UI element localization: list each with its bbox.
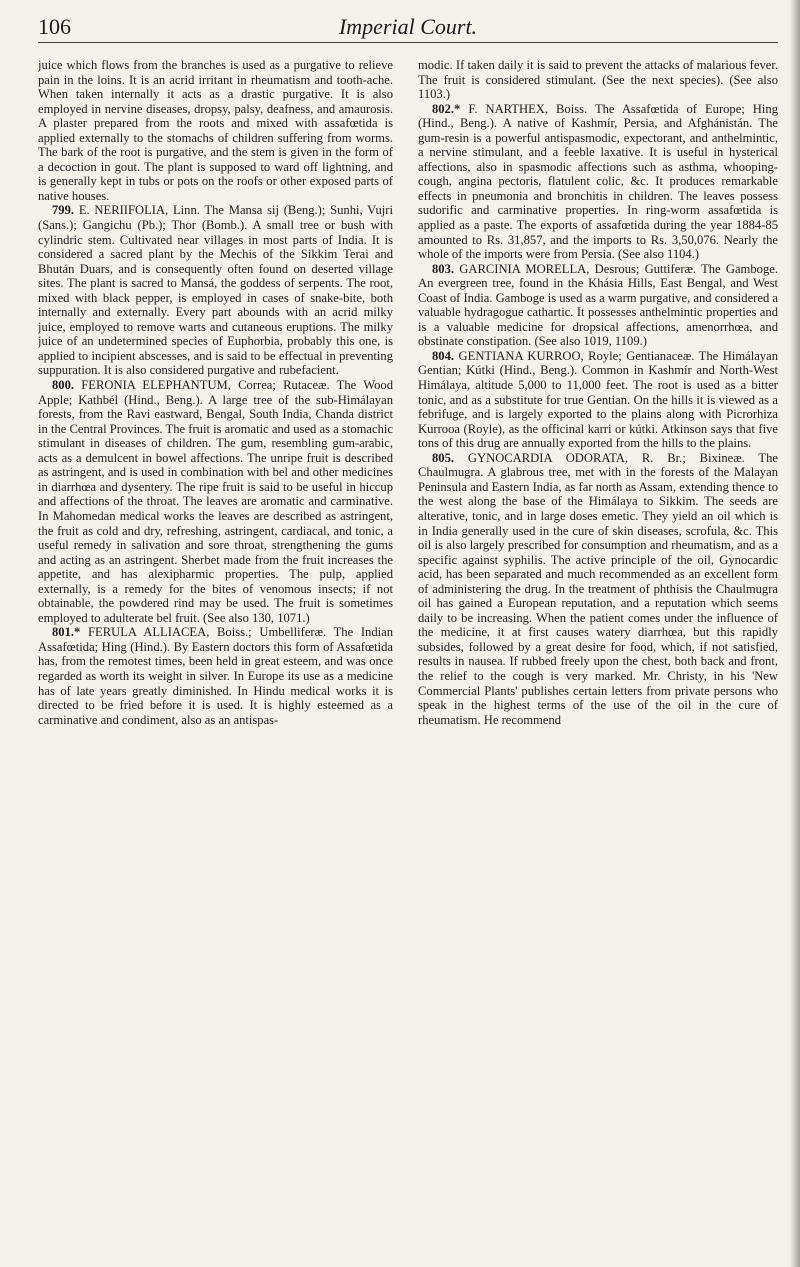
entry-text: FERULA ALLIACEA, Boiss.; Umbelliferæ. The Indian Assafœtida; Hing (Hind.). By Eastern doctors this form of Assafœtida has, from the remotest times, been held in great esteem, and was once regarded as worth its weight in silver. In Europe its use as a medicine has of late years greatly diminished. In Hindu medical works it is directed to be fried before it is used. It is highly esteemed as a carminative and condiment, also as an antispas- bbox=[38, 625, 393, 727]
entry-801 bbox=[38, 625, 393, 727]
entry-text: E. NERIIFOLIA, Linn. The Mansa sij (Beng.); Sunhi, Vujri (Sans.); Gangichu (Pb.); Thor (Bomb.). A small tree or bush with cylindric stem. Cultivated near villages in most parts of India. It is considered a sacred plant by the Mechis of the Sikkim Terai and Bhután Duars, and is consequently often found on deserted village sites. The plant is sacred to Mansá, the goddess of serpents. The root, mixed with black pepper, is employed in cases of snake-bite, both internally and externally. Every part abounds with an acrid milky juice, employed to remove warts and cutaneous eruptions. The milky juice of an undetermined species of Euphorbia, probably this one, is applied to incipient abscesses, and is said to be effectual in preventing suppuration. It is also considered purgative and rubefacient. bbox=[38, 203, 393, 378]
entry-number: 799. bbox=[52, 203, 75, 218]
entry-799 bbox=[38, 203, 393, 378]
entry-text: GYNOCARDIA ODORATA, R. Br.; Bixineæ. The Chaulmugra. A glabrous tree, met with in the forests of the Malayan Peninsula and Eastern India, as far north as Assam, extending thence to the west along the base of the Himálaya to Sikkim. The seeds are alterative, tonic, and in large doses emetic. They yield an oil which is in India generally used in the cure of skin diseases, scrofula, &c. This oil is also largely prescribed for consumption and rheumatism, and as a specific against syphilis. The active principle of the oil, Gynocardic acid, has been separated and much recommended as an excellent form of administering the drug. In the treatment of phthisis the Chaulmugra oil has gained a European reputation, and a reputation which seems daily to be increasing. When the patient comes under the influence of the medicine, it at first causes watery diarrhœa, but this rapidly subsides, followed by a great desire for food, which, if not satisfied, results in nausea. If rubbed freely upon the chest, both back and front, the relief to the cough is very marked. Mr. Christy, in his 'New Commercial Plants' publishes certain letters from private persons who speak in the highest terms of the use of the oil in the cure of rheumatism. He recommend bbox=[418, 450, 778, 727]
entry-802 bbox=[418, 102, 778, 262]
header-rule bbox=[38, 42, 778, 43]
entry-805 bbox=[418, 451, 778, 727]
paragraph-continuation: modic. If taken daily it is said to prevent the attacks of malarious fever. The fruit is considered stimulant. (See the next species). (See also 1103.) bbox=[418, 58, 778, 102]
entry-800 bbox=[38, 378, 393, 625]
entry-number: 800. bbox=[52, 378, 75, 393]
running-title: Imperial Court. bbox=[338, 14, 478, 39]
entry-804 bbox=[418, 349, 778, 451]
entry-number: 805. bbox=[432, 450, 455, 465]
entry-number: 801.* bbox=[52, 625, 81, 640]
entry-803 bbox=[418, 262, 778, 349]
left-column bbox=[38, 58, 393, 1253]
page-number: 106 bbox=[38, 14, 71, 39]
entry-text: GENTIANA KURROO, Royle; Gentianaceæ. The Himálayan Gentian; Kútki (Hind., Beng.). Common in Kashmír and North-West Himálaya, altitude 5,000 to 11,000 feet. The root is used as a bitter tonic, and as a substitute for true Gentian. On the hills it is viewed as a febrifuge, and is largely exported to the plains along with Picrorhiza Kurrooa (Royle), as the officinal karri or kútki. Atkinson says that five tons of this drug are annually exported from the hills to the plains. bbox=[418, 348, 778, 451]
paragraph-continuation: juice which flows from the branches is used as a purgative to relieve pain in the loins. It is an acrid irritant in rheumatism and tooth-ache. When taken internally it acts as a drastic purgative. It is also employed in nervine diseases, dropsy, palsy, deafness, and amaurosis. A plaster prepared from the roots and mixed with assafœtida is applied externally to the stomachs of children suffering from worms. The bark of the root is purgative, and the stem is given in the form of a decoction in gout. The plant is supposed to ward off lightning, and is generally kept in tubs or pots on the roofs or other exposed parts of native houses. bbox=[38, 58, 393, 203]
right-column bbox=[418, 58, 778, 1253]
page-edge-shadow bbox=[790, 0, 800, 1267]
entry-text: F. NARTHEX, Boiss. The Assafœtida of Europe; Hing (Hind., Beng.). A native of Kashmír, Persia, and Afghánistán. The gum-resin is a powerful antispasmodic, expectorant, and anthelmintic, a nervine stimulant, and a feeble laxative. It is useful in hysterical affections, also in spasmodic affections such as asthma, whooping-cough, angina pectoris, flatulent colic, &c. It produces remarkable effects in pneumonia and bronchitis in children. The leaves possess sudorific and carminative properties. In ring-worm assafœtida is applied as a paste. The exports of assafœtida during the year 1884-85 amounted to Rs. 31,857, and the imports to Rs. 3,50,076. Nearly the whole of the imports were from Persia. (See also 1104.) bbox=[418, 101, 778, 262]
entry-text: GARCINIA MORELLA, Desrous; Guttiferæ. The Gamboge. An evergreen tree, found in the Khásia Hills, East Bengal, and West Coast of India. Gamboge is used as a warm purgative, and considered a valuable hydragogue cathartic. It possesses anthelmintic properties and is a valuable medicine for dropsical affections, amenorrhœa, and obstinate constipation. (See also 1019, 1109.) bbox=[418, 261, 778, 349]
entry-text: FERONIA ELEPHANTUM, Correa; Rutaceæ. The Wood Apple; Kathbél (Hind., Beng.). A large tree of the sub-Himálayan forests, from the Ravi eastward, Bengal, South India, Chanda district in the Central Provinces. The fruit is aromatic and used as a stomachic stimulant in diseases of children. The gum, resembling gum-arabic, acts as a demulcent in bowel affections. The unripe fruit is described as astringent, and is used in combination with bel and other medicines in diarrhœa and dysentery. The ripe fruit is said to be useful in hiccup and affections of the throat. The leaves are aromatic and carminative. In Mahomedan medical works the leaves are described as astringent, the fruit as cold and dry, refreshing, astringent, cardiacal, and tonic, a useful remedy in salivation and sore throat, strengthening the gums and acting as an astringent. Sherbet made from the fruit increases the appetite, and has alexipharmic properties. The pulp, applied externally, is a remedy for the bites of venomous insects; if not obtainable, the powdered rind may be used. The fruit is sometimes employed to adulterate bel fruit. (See also 130, 1071.) bbox=[38, 378, 393, 625]
entry-number: 802.* bbox=[432, 101, 461, 116]
entry-number: 804. bbox=[432, 348, 455, 363]
entry-number: 803. bbox=[432, 261, 455, 276]
